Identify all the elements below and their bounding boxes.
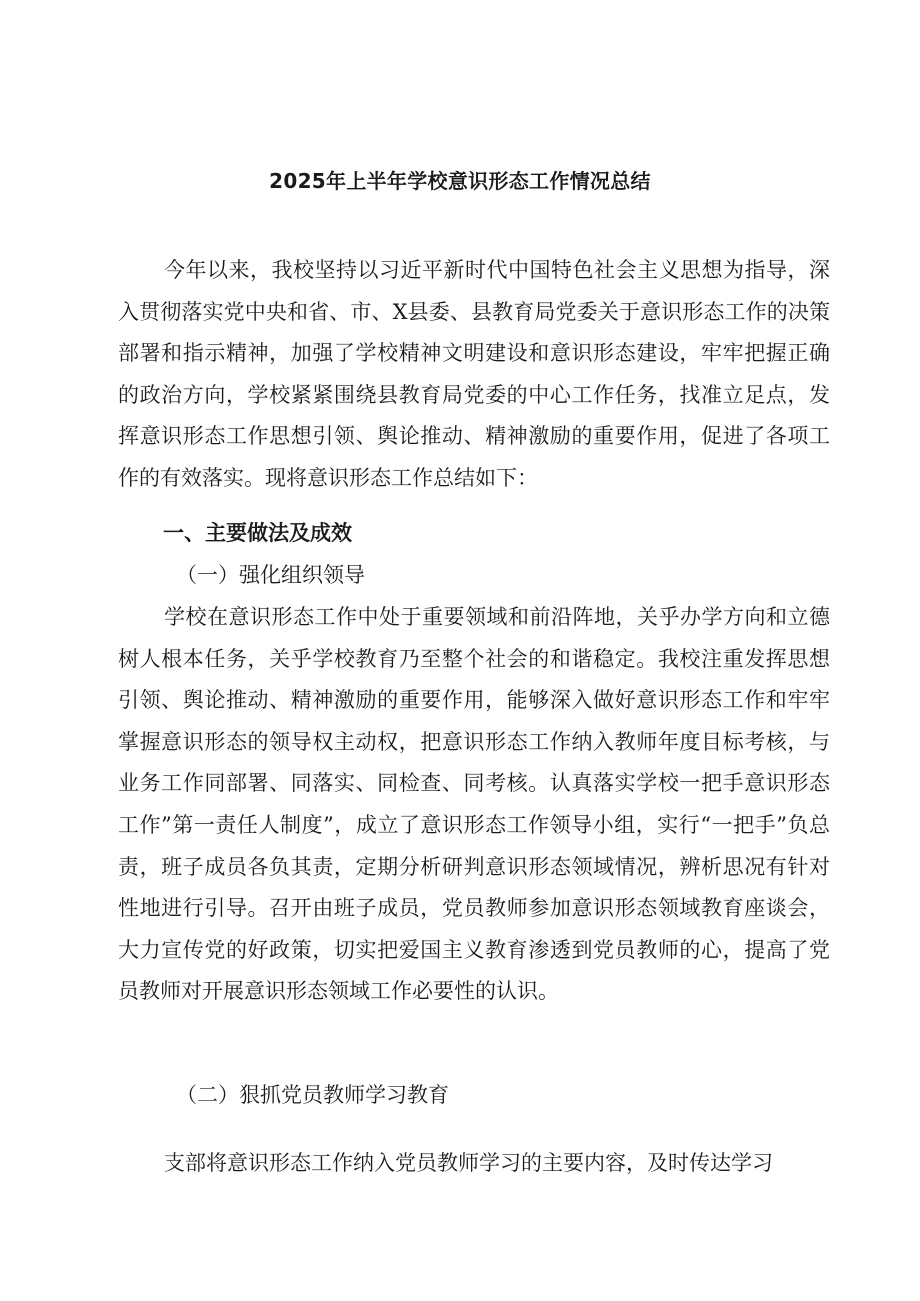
document-title: 2025年上半年学校意识形态工作情况总结 [269,169,651,193]
section-heading-main-practices: 一、主要做法及成效 [163,521,352,545]
organization-paragraph: 学校在意识形态工作中处于重要领域和前沿阵地，关乎办学方向和立德树人根本任务，关乎学校教育乃至整个社会的和谐稳定。我校注重发挥思想引领、舆论推动、精神激励的重要作用，能够深入做好意识形态工作和牢牢掌握意识形态的领导权主动权，把意识形态工作纳入教师年度目标考核，与业务工作同部署、同落实、同检查、同考核。认真落实学校一把手意识形态工作”第一责任人制度”，成立了意识形态工作领导小组，实行“一把手”负总责，班子成员各负其责，定期分析研判意识形态领域情况，辨析思况有针对性地进行引导。召开由班子成员，党员教师参加意识形态领域教育座谈会，大力宣传党的好政策，切实把爱国主义教育渗透到党员教师的心，提高了党员教师对开展意识形态领域工作必要性的认识。 [118,605,830,1004]
education-paragraph: 支部将意识形态工作纳入党员教师学习的主要内容，及时传达学习 [164,1151,773,1175]
subsection-heading-education: （二）狠抓党员教师学习教育 [176,1083,449,1107]
subsection-heading-organization: （一）强化组织领导 [176,563,365,587]
intro-paragraph: 今年以来，我校坚持以习近平新时代中国特色社会主义思想为指导，深入贯彻落实党中央和省、市、X县委、县教育局党委关于意识形态工作的决策部署和指示精神，加强了学校精神文明建设和意识形态建设，牢牢把握正确的政治方向，学校紧紧围绕县教育局党委的中心工作任务，找准立足点，发挥意识形态工作思想引领、舆论推动、精神激励的重要作用，促进了各项工作的有效落实。现将意识形态工作总结如下： [118,258,830,490]
